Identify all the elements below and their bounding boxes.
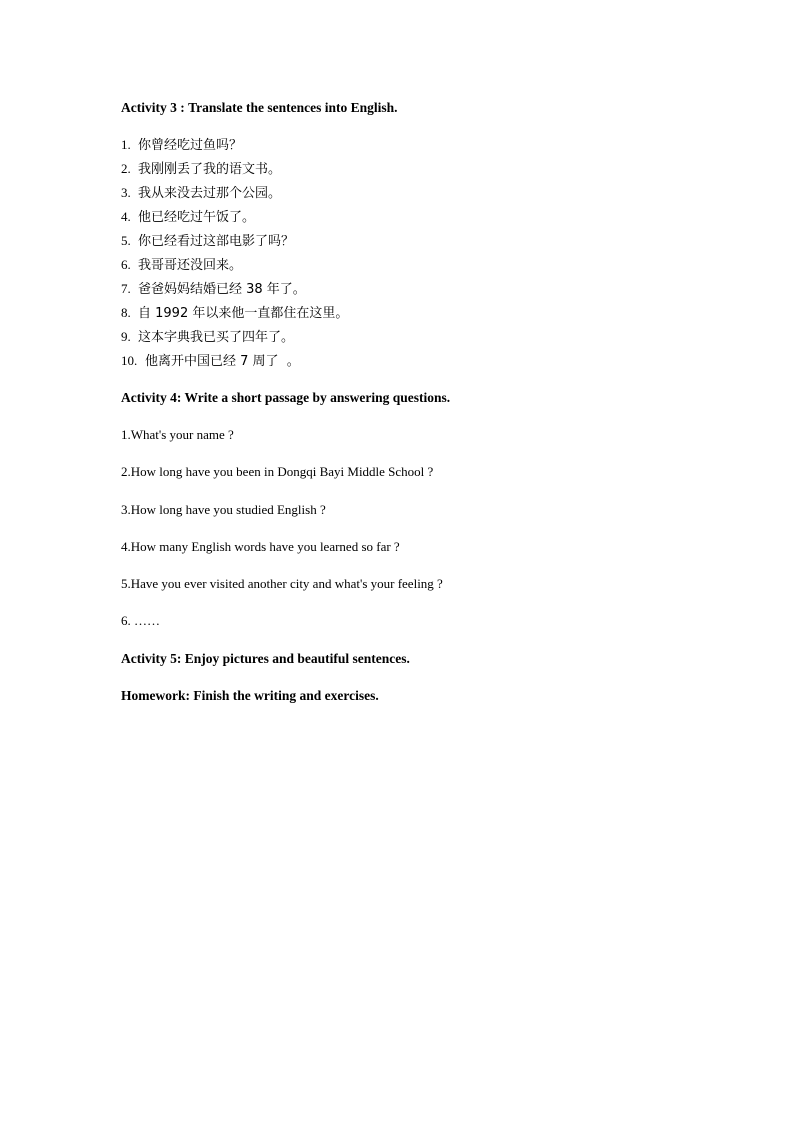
item-text: 你曾经吃过鱼吗？ <box>138 138 243 153</box>
question-6: 6. …… <box>121 613 160 628</box>
translate-item-7 <box>121 281 306 298</box>
item-number: 4. <box>121 209 131 224</box>
translate-item-10 <box>121 353 300 370</box>
item-number: 10. <box>121 353 138 368</box>
question-2: 2.How long have you been in Dongqi Bayi Middle School ? <box>121 464 434 479</box>
item-text: 他离开中国已经 7 周了 。 <box>145 354 300 369</box>
question-1: 1.What's your name ? <box>121 427 234 442</box>
homework-heading: Homework: Finish the writing and exercises. <box>121 688 379 703</box>
item-text: 我哥哥还没回来。 <box>138 258 243 273</box>
item-number: 8. <box>121 305 131 320</box>
translate-item-4 <box>121 209 255 226</box>
translate-item-5 <box>121 233 294 250</box>
item-text: 他已经吃过午饭了。 <box>138 210 256 225</box>
item-text: 爸爸妈妈结婚已经 38 年了。 <box>138 282 306 297</box>
translate-item-9 <box>121 329 294 346</box>
question-5: 5.Have you ever visited another city and what's your feeling ? <box>121 576 443 591</box>
item-number: 3. <box>121 185 131 200</box>
item-text: 自 1992 年以来他一直都住在这里。 <box>138 306 349 321</box>
item-number: 9. <box>121 329 131 344</box>
item-number: 7. <box>121 281 131 296</box>
item-text: 这本字典我已买了四年了。 <box>138 330 295 345</box>
item-text: 你已经看过这部电影了吗？ <box>138 234 295 249</box>
translate-item-2 <box>121 161 281 178</box>
translate-item-8 <box>121 305 348 322</box>
item-number: 6. <box>121 257 131 272</box>
translate-item-6 <box>121 257 242 274</box>
translate-item-3 <box>121 185 281 202</box>
question-3: 3.How long have you studied English ? <box>121 502 326 517</box>
question-4: 4.How many English words have you learned so far ? <box>121 539 400 554</box>
activity-5-heading: Activity 5: Enjoy pictures and beautiful sentences. <box>121 651 410 666</box>
item-number: 5. <box>121 233 131 248</box>
activity-3-heading: Activity 3 : Translate the sentences into English. <box>121 100 398 115</box>
item-number: 1. <box>121 137 131 152</box>
translate-item-1 <box>121 137 242 154</box>
activity-4-heading: Activity 4: Write a short passage by answering questions. <box>121 390 451 405</box>
item-text: 我从来没去过那个公园。 <box>138 186 282 201</box>
item-text: 我刚刚丢了我的语文书。 <box>138 162 282 177</box>
item-number: 2. <box>121 161 131 176</box>
